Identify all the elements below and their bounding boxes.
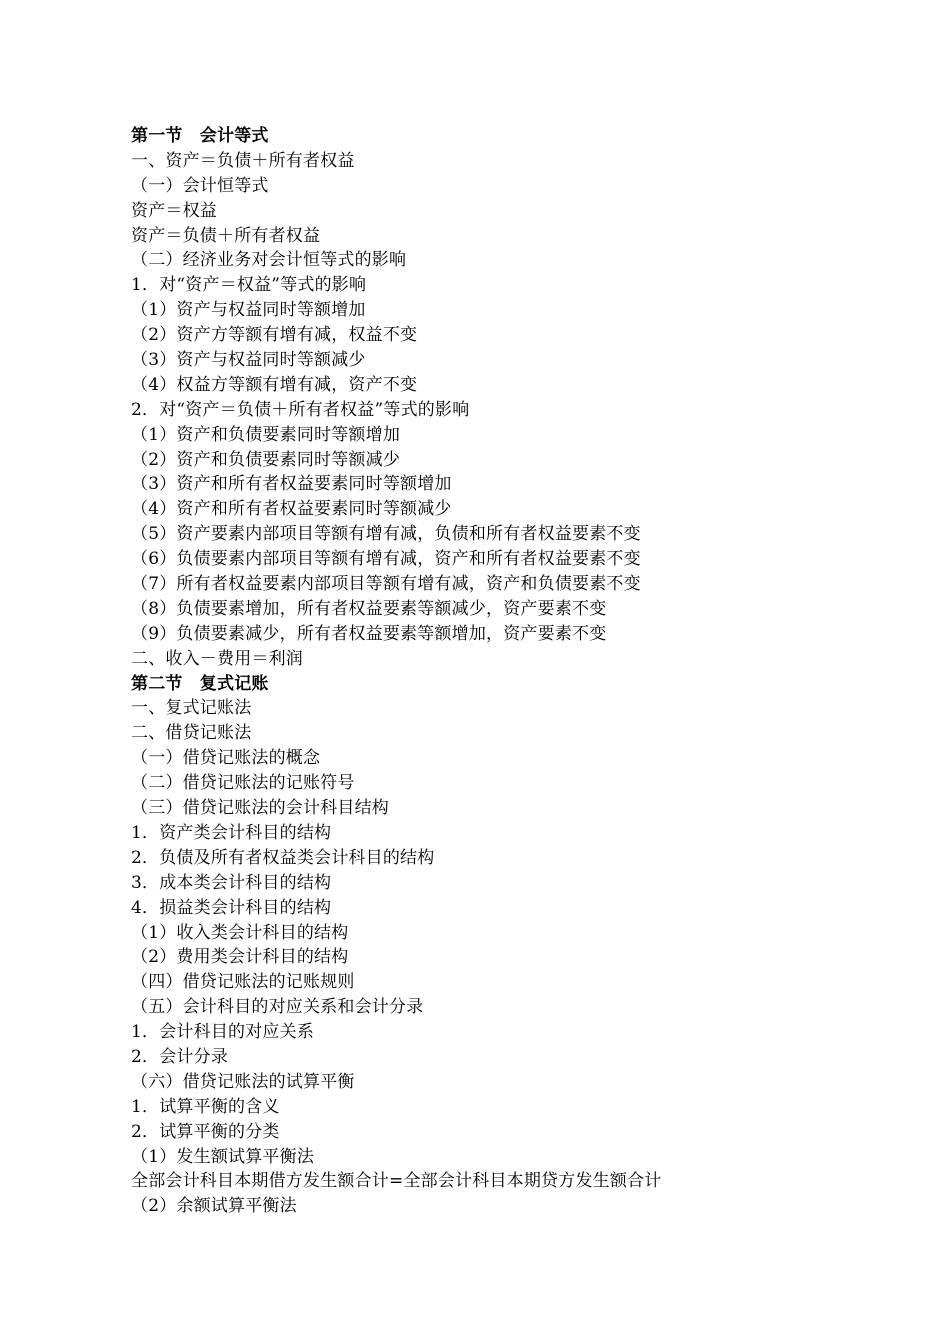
- outline-line: 2．会计分录: [131, 1046, 229, 1067]
- document-body: [131, 124, 831, 1219]
- outline-line: （一）会计恒等式: [131, 175, 269, 196]
- outline-line: （1）发生额试算平衡法: [131, 1146, 315, 1167]
- outline-line: （3）资产与权益同时等额减少: [131, 350, 366, 371]
- outline-line: （2）资产和负债要素同时等额减少: [131, 449, 401, 470]
- outline-line: （二）借贷记账法的记账符号: [131, 773, 355, 794]
- outline-line: 二、借贷记账法: [131, 723, 252, 744]
- outline-line: （4）资产和所有者权益要素同时等额减少: [131, 499, 452, 520]
- outline-line: 1．对“资产＝权益”等式的影响: [131, 275, 367, 296]
- outline-line: （4）权益方等额有增有减，资产不变: [131, 374, 418, 395]
- outline-line: 二、收入－费用＝利润: [131, 648, 303, 669]
- outline-line: （一）借贷记账法的概念: [131, 748, 321, 769]
- section-heading: 第二节 复式记账: [131, 673, 269, 694]
- outline-line: （8）负债要素增加，所有者权益要素等额减少，资产要素不变: [131, 598, 607, 619]
- outline-line: （六）借贷记账法的试算平衡: [131, 1071, 355, 1092]
- outline-line: 2．对“资产＝负债＋所有者权益”等式的影响: [131, 399, 470, 420]
- outline-line: 2．负债及所有者权益类会计科目的结构: [131, 847, 435, 868]
- outline-line: 资产＝负债＋所有者权益: [131, 225, 321, 246]
- outline-line: （6）负债要素内部项目等额有增有减，资产和所有者权益要素不变: [131, 549, 641, 570]
- outline-line: （1）收入类会计科目的结构: [131, 922, 349, 943]
- outline-line: 一、资产＝负债＋所有者权益: [131, 150, 355, 171]
- outline-line: （二）经济业务对会计恒等式的影响: [131, 250, 407, 271]
- outline-line: （1）资产与权益同时等额增加: [131, 300, 366, 321]
- outline-line: 全部会计科目本期借方发生额合计=全部会计科目本期贷方发生额合计: [131, 1171, 662, 1192]
- outline-line: （7）所有者权益要素内部项目等额有增有减，资产和负债要素不变: [131, 574, 641, 595]
- outline-line: （9）负债要素减少，所有者权益要素等额增加，资产要素不变: [131, 623, 607, 644]
- outline-line: （四）借贷记账法的记账规则: [131, 972, 355, 993]
- outline-line: （2）余额试算平衡法: [131, 1196, 297, 1217]
- outline-line: （3）资产和所有者权益要素同时等额增加: [131, 474, 452, 495]
- outline-line: 4．损益类会计科目的结构: [131, 897, 332, 918]
- outline-line: （五）会计科目的对应关系和会计分录: [131, 997, 424, 1018]
- outline-line: （2）资产方等额有增有减，权益不变: [131, 325, 418, 346]
- outline-line: 一、复式记账法: [131, 698, 252, 719]
- outline-line: 1．资产类会计科目的结构: [131, 822, 332, 843]
- outline-line: （2）费用类会计科目的结构: [131, 947, 349, 968]
- outline-line: 资产＝权益: [131, 200, 217, 221]
- outline-line: 2．试算平衡的分类: [131, 1121, 280, 1142]
- outline-line: （三）借贷记账法的会计科目结构: [131, 798, 389, 819]
- outline-line: （5）资产要素内部项目等额有增有减，负债和所有者权益要素不变: [131, 524, 641, 545]
- outline-line: 3．成本类会计科目的结构: [131, 872, 332, 893]
- section-heading: 第一节 会计等式: [131, 126, 269, 146]
- outline-line: 1．试算平衡的含义: [131, 1096, 280, 1117]
- outline-line: （1）资产和负债要素同时等额增加: [131, 424, 401, 445]
- outline-line: 1．会计科目的对应关系: [131, 1022, 315, 1043]
